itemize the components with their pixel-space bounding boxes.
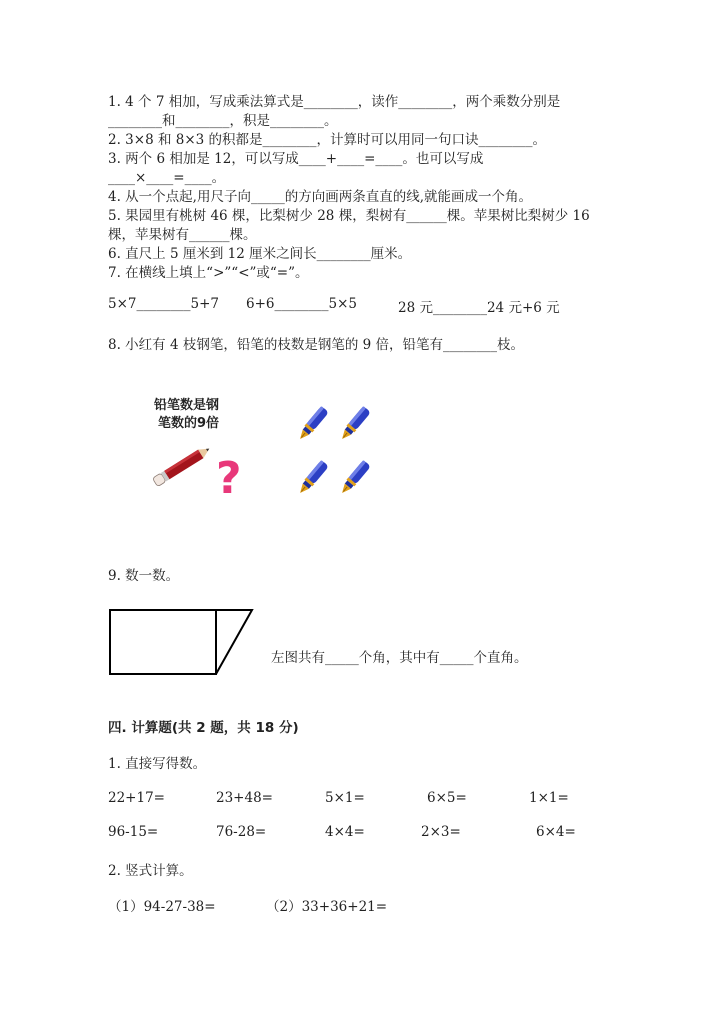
- q5-line1: 5. 果园里有桃树 46 棵，比梨树少 28 棵，梨树有______棵。苹果树比梨树少 16: [108, 208, 590, 224]
- question-mark: ?: [216, 453, 242, 504]
- q6: 6. 直尺上 5 厘米到 12 厘米之间长________厘米。: [108, 246, 412, 262]
- q8: 8. 小红有 4 枝钢笔，铅笔的枝数是钢笔的 9 倍，铅笔有________枝。: [108, 337, 525, 353]
- q4: 4. 从一个点起,用尺子向_____的方向画两条直直的线,就能画成一个角。: [108, 189, 533, 205]
- calc-item: 4×4=: [325, 824, 365, 840]
- vertical-calc-1: （1）94-27-38=: [108, 899, 216, 915]
- calc-item: 6×4=: [536, 824, 576, 840]
- q8-caption-line1: 铅笔数是钢: [154, 398, 220, 413]
- fountain-pen-icon: [338, 460, 371, 497]
- q7-item-2: 6+6________5×5: [246, 296, 357, 312]
- calc-item: 76-28=: [216, 824, 267, 840]
- q3-line1: 3. 两个 6 相加是 12，可以写成____+____=____。也可以写成: [108, 151, 484, 167]
- fountain-pen-icon: [296, 406, 329, 443]
- q5-line2: 棵，苹果树有______棵。: [108, 227, 257, 243]
- calc-item: 6×5=: [427, 790, 467, 806]
- rectangle-parallelogram-figure: [108, 608, 258, 676]
- q3-line2: ____×____=____。: [108, 170, 226, 186]
- calc-item: 1×1=: [529, 790, 569, 806]
- fountain-pen-group: [293, 400, 385, 504]
- fountain-pen-icon: [338, 406, 371, 443]
- q9: 9. 数一数。: [108, 568, 180, 584]
- calc-item: 23+48=: [216, 790, 273, 806]
- q2: 2. 3×8 和 8×3 的积都是________，计算时可以用同一句口诀________。: [108, 132, 547, 148]
- q7: 7. 在横线上填上“>”“<”或“=”。: [108, 265, 309, 281]
- q7-item-1: 5×7________5+7: [108, 296, 219, 312]
- fountain-pen-icon: [296, 460, 329, 497]
- pencil-icon: [148, 440, 218, 490]
- s4-q2: 2. 竖式计算。: [108, 863, 193, 879]
- s4-q1: 1. 直接写得数。: [108, 756, 207, 772]
- vertical-calc-2: （2）33+36+21=: [266, 899, 388, 915]
- q1-line2: ________和________，积是________。: [108, 113, 338, 129]
- section4-title: 四. 计算题(共 2 题，共 18 分): [108, 720, 299, 736]
- calc-item: 5×1=: [325, 790, 365, 806]
- q7-item-3: 28 元________24 元+6 元: [398, 300, 560, 316]
- q9-text: 左图共有_____个角，其中有_____个直角。: [271, 650, 528, 666]
- calc-item: 22+17=: [108, 790, 165, 806]
- calc-item: 96-15=: [108, 824, 159, 840]
- calc-item: 2×3=: [421, 824, 461, 840]
- q8-caption-line2: 笔数的9倍: [158, 416, 220, 431]
- q1-line1: 1. 4 个 7 相加，写成乘法算式是________，读作________，两个乘数分别是: [108, 94, 561, 110]
